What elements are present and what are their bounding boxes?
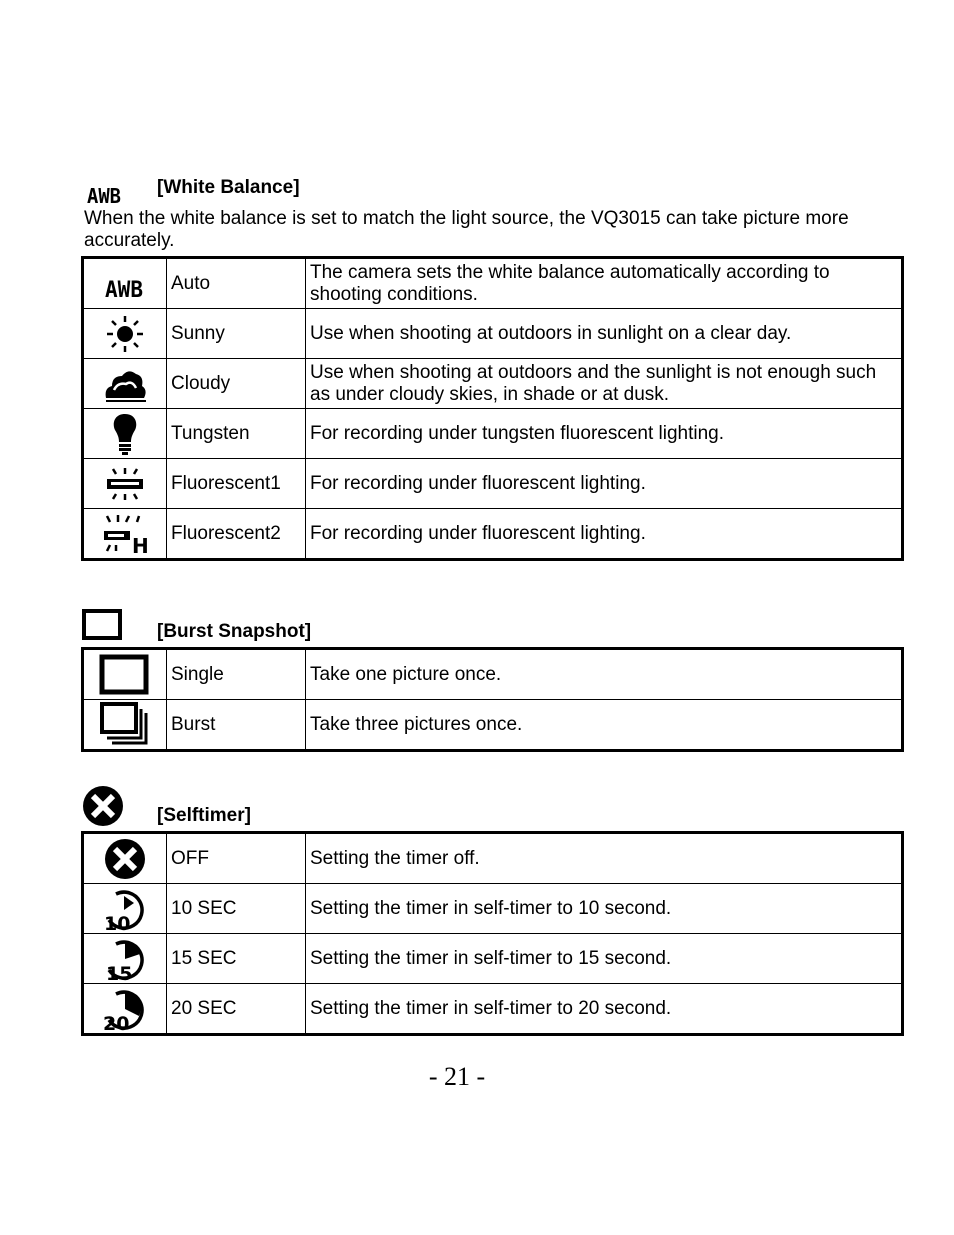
option-name: Fluorescent1: [167, 459, 306, 509]
timer-off-icon: [82, 785, 126, 834]
section-title-burst-snapshot: [Burst Snapshot]: [157, 621, 312, 642]
option-description: Use when shooting at outdoors in sunlight on a clear day.: [306, 309, 903, 359]
option-name: Single: [167, 649, 306, 700]
option-description: Setting the timer in self-timer to 20 second.: [306, 984, 903, 1035]
option-name: Sunny: [167, 309, 306, 359]
single-shot-icon: [82, 609, 124, 646]
option-name: Burst: [167, 700, 306, 751]
burst-shot-icon: [99, 701, 151, 749]
option-name: 15 SEC: [167, 934, 306, 984]
svg-text:AWB: AWB: [87, 184, 121, 207]
table-row: [83, 509, 903, 560]
svg-text:15: 15: [106, 962, 133, 982]
table-row: [83, 649, 903, 700]
burst-snapshot-table: [81, 647, 904, 752]
option-name: OFF: [167, 833, 306, 884]
white-balance-intro: When the white balance is set to match the light source, the VQ3015 can take picture more accurately.: [84, 208, 849, 251]
timer-15-icon: [102, 936, 148, 982]
table-row: [83, 833, 903, 884]
option-description: For recording under tungsten fluorescent lighting.: [306, 409, 903, 459]
table-row: [83, 934, 903, 984]
table-row: [83, 409, 903, 459]
option-description: For recording under fluorescent lighting.: [306, 459, 903, 509]
option-name: Tungsten: [167, 409, 306, 459]
awb-icon: [104, 267, 146, 301]
white-balance-table: [81, 256, 904, 561]
option-description: Setting the timer in self-timer to 10 second.: [306, 884, 903, 934]
sunny-icon: [105, 314, 145, 354]
fluorescent2-icon: [101, 513, 149, 555]
timer-20-icon: [102, 986, 148, 1032]
option-description: Use when shooting at outdoors and the sunlight is not enough such as under cloudy skies, in shade or at dusk.: [306, 359, 903, 409]
table-row: [83, 359, 903, 409]
option-description: Take one picture once.: [306, 649, 903, 700]
table-row: [83, 459, 903, 509]
table-row: [83, 309, 903, 359]
timer-10-icon: [102, 886, 148, 932]
awb-icon: [87, 175, 123, 212]
option-description: The camera sets the white balance automatically according to shooting conditions.: [306, 258, 903, 309]
tungsten-icon: [110, 412, 140, 456]
svg-text:20: 20: [103, 1012, 130, 1032]
option-description: Take three pictures once.: [306, 700, 903, 751]
table-row: [83, 884, 903, 934]
fluorescent1-icon: [103, 466, 147, 502]
single-shot-icon: [99, 654, 151, 696]
svg-text:10: 10: [104, 912, 131, 932]
option-name: Auto: [167, 258, 306, 309]
section-title-white-balance: [White Balance]: [157, 177, 300, 198]
page-number: - 21 -: [428, 1062, 486, 1091]
option-name: Cloudy: [167, 359, 306, 409]
section-title-selftimer: [Selftimer]: [157, 805, 251, 826]
table-row: [83, 700, 903, 751]
timer-off-icon: [103, 837, 147, 881]
selftimer-table: [81, 831, 904, 1036]
svg-text:H: H: [132, 533, 149, 555]
svg-text:AWB: AWB: [105, 277, 143, 301]
table-row: [83, 984, 903, 1035]
cloudy-icon: [102, 364, 148, 404]
option-description: For recording under fluorescent lighting.: [306, 509, 903, 560]
table-row: [83, 258, 903, 309]
option-description: Setting the timer in self-timer to 15 second.: [306, 934, 903, 984]
option-name: 10 SEC: [167, 884, 306, 934]
option-name: 20 SEC: [167, 984, 306, 1035]
option-description: Setting the timer off.: [306, 833, 903, 884]
option-name: Fluorescent2: [167, 509, 306, 560]
